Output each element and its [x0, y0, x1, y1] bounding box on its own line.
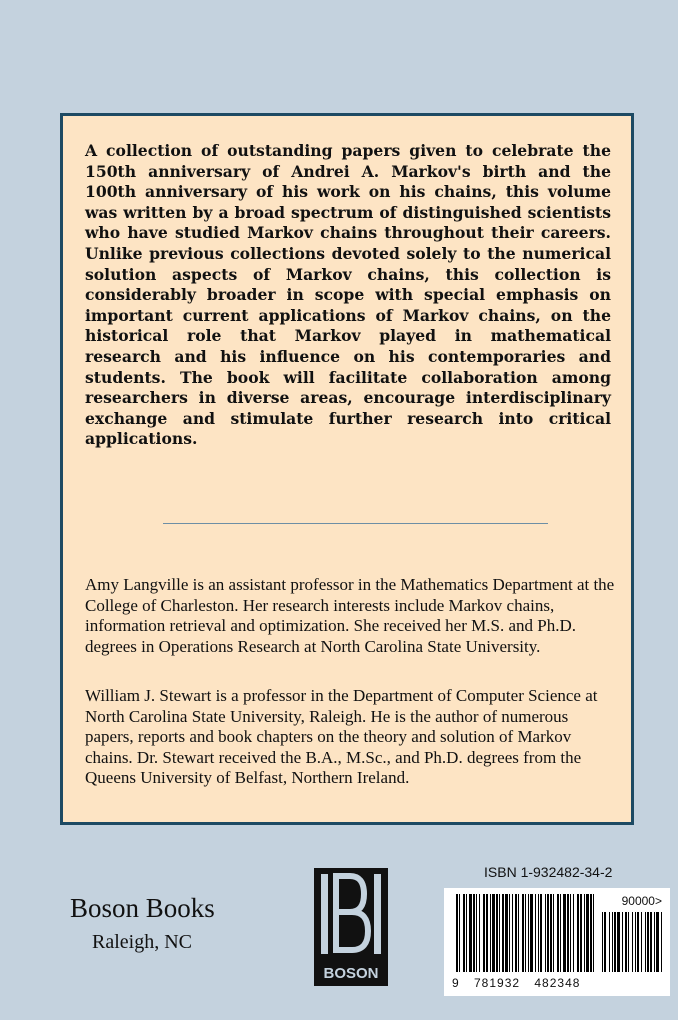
barcode-addon-bar [604, 912, 606, 972]
barcode-bar [550, 894, 552, 972]
isbn-label: ISBN 1-932482-34-2 [484, 864, 613, 880]
barcode-bar [545, 894, 546, 972]
barcode-bar [505, 894, 508, 972]
barcode-bar [476, 894, 477, 972]
barcode-addon-bar [637, 912, 639, 972]
barcode-bar [459, 894, 460, 972]
barcode-bar [496, 894, 498, 972]
barcode-bar [557, 894, 559, 972]
barcode-bar [573, 894, 574, 972]
barcode-bar [479, 894, 480, 972]
barcode-bar [570, 894, 571, 972]
barcode-addon-bar [661, 912, 662, 972]
barcode-bar [522, 894, 524, 972]
barcode-bar [530, 894, 533, 972]
barcode-addon-bar [654, 912, 655, 972]
barcode-bar [486, 894, 488, 972]
publisher-name: Boson Books [70, 893, 215, 923]
publisher-city: Raleigh, NC [92, 931, 192, 953]
barcode-digits: 9 781932 482348 [452, 976, 581, 990]
barcode-addon-bar [656, 912, 659, 972]
barcode-bar [469, 894, 472, 972]
barcode-bar [563, 894, 566, 972]
barcode-bar [560, 894, 561, 972]
divider [163, 523, 548, 524]
logo-wordmark: BOSON [323, 965, 379, 982]
barcode-addon-bar [645, 912, 646, 972]
barcode-addon-bar [614, 912, 616, 972]
barcode-addon-bar [617, 912, 620, 972]
barcode-addon-bar [602, 912, 603, 972]
barcode-addon-bar [650, 912, 652, 972]
barcode-bar [499, 894, 500, 972]
barcode-addon-bar [609, 912, 610, 972]
barcode-bar [456, 894, 458, 972]
barcode-addon-bar [625, 912, 627, 972]
price-code: 90000> [621, 894, 662, 908]
barcode-bar [590, 894, 592, 972]
barcode-addon-bar [612, 912, 613, 972]
barcode-bar [525, 894, 526, 972]
barcode-bar [540, 894, 542, 972]
barcode-bar [483, 894, 485, 972]
barcode-bar [528, 894, 529, 972]
author-bio-stewart: William J. Stewart is a professor in the Department of Computer Science at North Carolina State University, Raleigh. He is the author of numerous papers, reports and book chapters on the theory and solution of Markov chains. Dr. Stewart received the B.A., M.Sc., and Ph.D. degrees from the Queens University of Belfast, Northern Ireland. [85, 686, 598, 788]
barcode-addon-bar [628, 912, 629, 972]
barcode-bar [509, 894, 510, 972]
barcode-bar [535, 894, 536, 972]
book-description: A collection of outstanding papers given to celebrate the 150th anniversary of Andrei A. Markov's birth and the 100th anniversary of his work on his chains, this volume was written by a broad spectrum of distinguished scientists who have studied Markov chains throughout their careers. Unlike previous collections devoted solely to the numerical solution aspects of Markov chains, this collection is considerably broader in scope with special emphasis on important current applications of Markov chains, on the historical role that Markov played in mathematical research and his influence on his contemporaries and students. The book will facilitate collaboration among researchers in diverse areas, encourage interdisciplinary exchange and stimulate further research into critical applications. [85, 141, 611, 449]
barcode-addon-bar [622, 912, 623, 972]
barcode-addon-bar [647, 912, 649, 972]
barcode-bar [473, 894, 475, 972]
barcode-bar [538, 894, 539, 972]
barcode-bar [492, 894, 495, 972]
barcode-bar [567, 894, 569, 972]
barcode-bar [502, 894, 504, 972]
barcode-bar [577, 894, 579, 972]
author-bio-langville: Amy Langville is an assistant professor in the Mathematics Department at the College of Charleston. Her research interests include Markov chains, information retrieval and optimization. She received her M.S. and Ph.D. degrees in Operations Research at North Carolina State University. [85, 575, 615, 656]
barcode-bar [547, 894, 549, 972]
barcode-addon-bar [632, 912, 633, 972]
barcode-addon-bar [635, 912, 636, 972]
barcode-bar [580, 894, 582, 972]
barcode-bar [490, 894, 491, 972]
barcode-bar [593, 894, 594, 972]
barcode-bar [466, 894, 467, 972]
barcode-bar [518, 894, 519, 972]
barcode-bar [512, 894, 513, 972]
barcode-bar [553, 894, 554, 972]
barcode-bar [584, 894, 585, 972]
barcode-bar [463, 894, 465, 972]
barcode-addon-bar [641, 912, 642, 972]
barcode-bar [515, 894, 517, 972]
barcode [444, 888, 670, 996]
barcode-bar [586, 894, 589, 972]
back-cover-panel [60, 113, 634, 825]
boson-logo-icon [314, 868, 388, 986]
